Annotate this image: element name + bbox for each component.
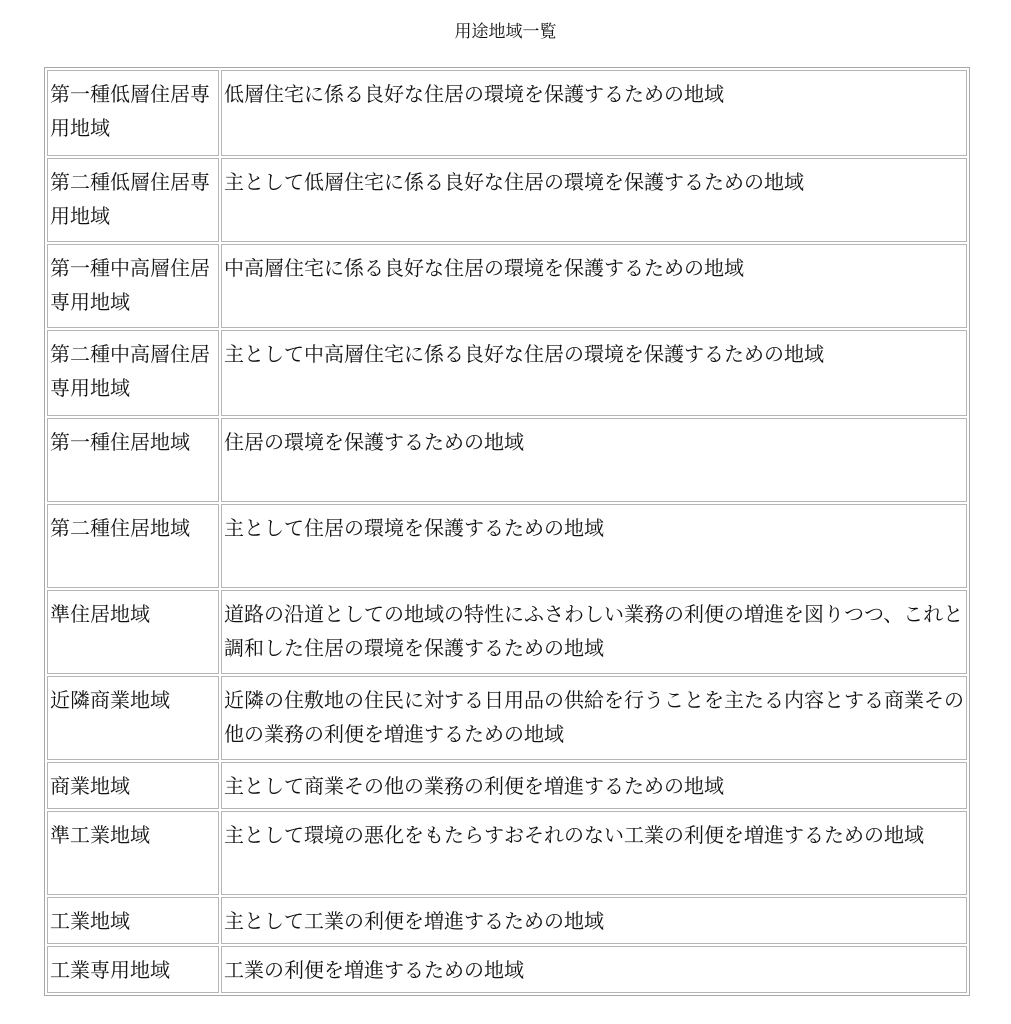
zone-name-cell: 第二種低層住居専用地域 <box>47 158 219 242</box>
zone-description-cell: 住居の環境を保護するための地域 <box>221 418 967 502</box>
table-row <box>47 418 967 502</box>
zone-name-cell: 第一種中高層住居専用地域 <box>47 244 219 328</box>
zone-description-cell: 低層住宅に係る良好な住居の環境を保護するための地域 <box>221 70 967 156</box>
zone-description-cell: 主として住居の環境を保護するための地域 <box>221 504 967 588</box>
table-row <box>47 330 967 416</box>
table-row <box>47 946 967 993</box>
zone-description-cell: 近隣の住敷地の住民に対する日用品の供給を行うことを主たる内容とする商業その他の業務の利便を増進するための地域 <box>221 676 967 760</box>
zone-description-cell: 道路の沿道としての地域の特性にふさわしい業務の利便の増進を図りつつ、これと調和した住居の環境を保護するための地域 <box>221 590 967 674</box>
zone-description-cell: 主として商業その他の業務の利便を増進するための地域 <box>221 762 967 809</box>
zone-name-cell: 工業地域 <box>47 897 219 944</box>
table-row <box>47 590 967 674</box>
zone-description-cell: 主として低層住宅に係る良好な住居の環境を保護するための地域 <box>221 158 967 242</box>
table-row <box>47 158 967 242</box>
zone-name-cell: 準工業地域 <box>47 811 219 895</box>
zone-name-cell: 商業地域 <box>47 762 219 809</box>
zone-name-cell: 第一種低層住居専用地域 <box>47 70 219 156</box>
zone-name-cell: 第一種住居地域 <box>47 418 219 502</box>
zone-name-cell: 工業専用地域 <box>47 946 219 993</box>
page-title: 用途地域一覧 <box>454 22 557 42</box>
table-row <box>47 504 967 588</box>
zone-name-cell: 第二種住居地域 <box>47 504 219 588</box>
table-row <box>47 811 967 895</box>
zone-description-cell: 主として環境の悪化をもたらすおそれのない工業の利便を増進するための地域 <box>221 811 967 895</box>
zone-description-cell: 中高層住宅に係る良好な住居の環境を保護するための地域 <box>221 244 967 328</box>
table-row <box>47 762 967 809</box>
table-row <box>47 676 967 760</box>
zone-description-cell: 主として工業の利便を増進するための地域 <box>221 897 967 944</box>
zoning-table <box>44 67 970 996</box>
zone-description-cell: 工業の利便を増進するための地域 <box>221 946 967 993</box>
zone-name-cell: 第二種中高層住居専用地域 <box>47 330 219 416</box>
table-row <box>47 70 967 156</box>
zone-name-cell: 準住居地域 <box>47 590 219 674</box>
table-row <box>47 897 967 944</box>
zone-name-cell: 近隣商業地域 <box>47 676 219 760</box>
zone-description-cell: 主として中高層住宅に係る良好な住居の環境を保護するための地域 <box>221 330 967 416</box>
table-row <box>47 244 967 328</box>
